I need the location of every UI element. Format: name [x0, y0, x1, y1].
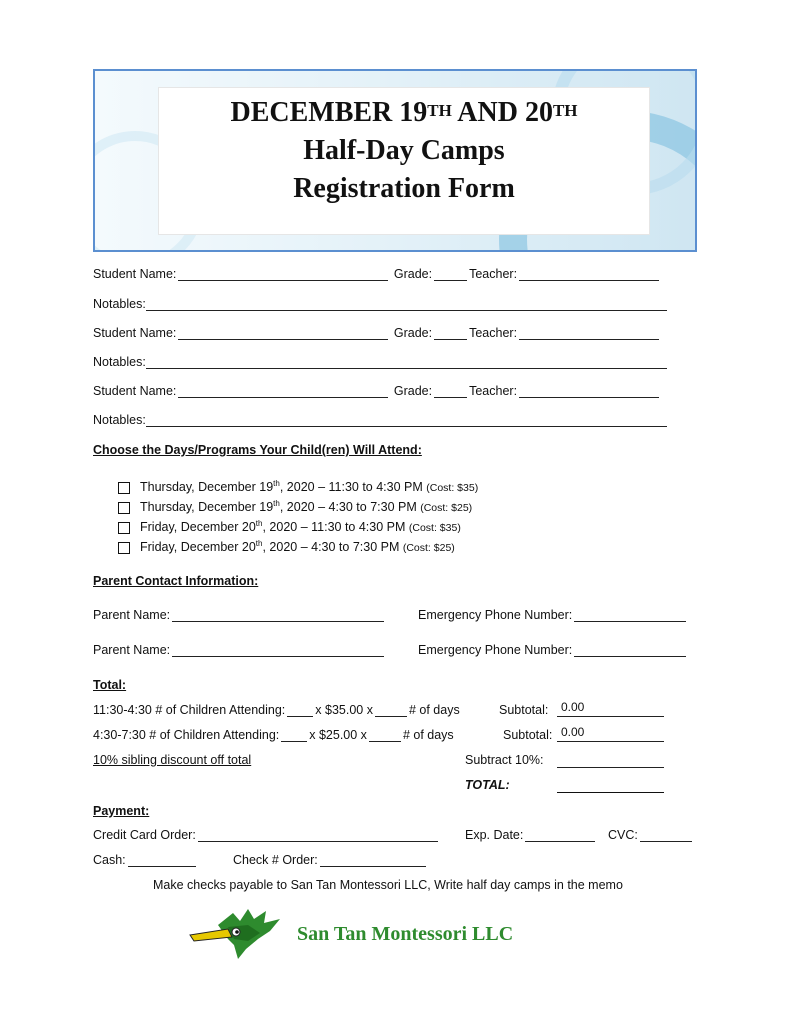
checks-payable-note: Make checks payable to San Tan Montessori LLC, Write half day camps in the memo: [153, 878, 623, 892]
credit-card-field[interactable]: [198, 828, 438, 842]
check-row: Check # Order:: [233, 853, 428, 867]
days-field[interactable]: [369, 728, 401, 742]
parent-row-1: Parent Name:: [93, 608, 386, 622]
teacher-field[interactable]: [519, 267, 659, 281]
notables-field[interactable]: [146, 413, 667, 427]
subtotal-field-1[interactable]: 0.00: [557, 700, 664, 717]
check-number-field[interactable]: [320, 853, 426, 867]
total-row-1: 11:30-4:30 # of Children Attending: x $35.00 x # of days: [93, 703, 460, 717]
notables-field[interactable]: [146, 355, 667, 369]
exp-date-field[interactable]: [525, 828, 595, 842]
total-field[interactable]: [557, 776, 664, 793]
total-row-2: 4:30-7:30 # of Children Attending: x $25.00 x # of days: [93, 728, 454, 742]
notables-field[interactable]: [146, 297, 667, 311]
grade-field[interactable]: [434, 267, 467, 281]
roadrunner-logo-icon: [188, 905, 288, 963]
programs-heading: Choose the Days/Programs Your Child(ren) Will Attend:: [93, 443, 422, 457]
form-title-line1: DECEMBER 19TH AND 20TH: [230, 97, 578, 128]
children-count-field[interactable]: [287, 703, 313, 717]
cash-field[interactable]: [128, 853, 196, 867]
program-option-1[interactable]: Thursday, December 19th, 2020 – 11:30 to 4:30 PM (Cost: $35): [118, 479, 478, 494]
subtotal-field-2[interactable]: 0.00: [557, 725, 664, 742]
checkbox[interactable]: [118, 542, 130, 554]
program-option-3[interactable]: Friday, December 20th, 2020 – 11:30 to 4:30 PM (Cost: $35): [118, 519, 461, 534]
exp-date-row: Exp. Date:: [465, 828, 597, 842]
subtotal-label-1: Subtotal:: [499, 703, 549, 717]
student-name-field[interactable]: [178, 267, 388, 281]
student-row-1: Student Name: Grade: Teacher:: [93, 267, 661, 281]
subtract-field[interactable]: [557, 751, 664, 768]
grade-field[interactable]: [434, 326, 467, 340]
student-name-field[interactable]: [178, 326, 388, 340]
parent-name-field[interactable]: [172, 643, 384, 657]
notables-row-3: Notables:: [93, 413, 669, 427]
subtotal-label-2: Subtotal:: [503, 728, 553, 742]
program-option-2[interactable]: Thursday, December 19th, 2020 – 4:30 to 7:30 PM (Cost: $25): [118, 499, 472, 514]
title-box: [158, 87, 650, 235]
notables-row-2: Notables:: [93, 355, 669, 369]
parent-heading: Parent Contact Information:: [93, 574, 259, 588]
days-field[interactable]: [375, 703, 407, 717]
form-title-line2: Half-Day Camps: [303, 135, 505, 166]
notables-row-1: Notables:: [93, 297, 669, 311]
emergency-phone-field[interactable]: [574, 608, 686, 622]
payment-heading: Payment:: [93, 804, 150, 818]
teacher-field[interactable]: [519, 326, 659, 340]
form-title-line3: Registration Form: [293, 173, 515, 204]
cvc-field[interactable]: [640, 828, 692, 842]
parent-row-2: Parent Name:: [93, 643, 386, 657]
credit-card-row: Credit Card Order:: [93, 828, 440, 842]
student-row-3: Student Name: Grade: Teacher:: [93, 384, 661, 398]
student-name-field[interactable]: [178, 384, 388, 398]
checkbox[interactable]: [118, 502, 130, 514]
teacher-field[interactable]: [519, 384, 659, 398]
total-heading: Total:: [93, 678, 127, 692]
emergency-phone-field[interactable]: [574, 643, 686, 657]
grade-field[interactable]: [434, 384, 467, 398]
sibling-discount-label: 10% sibling discount off total: [93, 753, 252, 767]
checkbox[interactable]: [118, 522, 130, 534]
phone-row-1: Emergency Phone Number:: [418, 608, 688, 622]
subtract-label: Subtract 10%:: [465, 753, 544, 767]
cash-row: Cash:: [93, 853, 198, 867]
phone-row-2: Emergency Phone Number:: [418, 643, 688, 657]
org-name: San Tan Montessori LLC: [297, 923, 514, 945]
checkbox[interactable]: [118, 482, 130, 494]
children-count-field[interactable]: [281, 728, 307, 742]
student-row-2: Student Name: Grade: Teacher:: [93, 326, 661, 340]
parent-name-field[interactable]: [172, 608, 384, 622]
cvc-row: CVC:: [608, 828, 694, 842]
total-label: TOTAL:: [465, 778, 510, 792]
program-option-4[interactable]: Friday, December 20th, 2020 – 4:30 to 7:30 PM (Cost: $25): [118, 539, 455, 554]
